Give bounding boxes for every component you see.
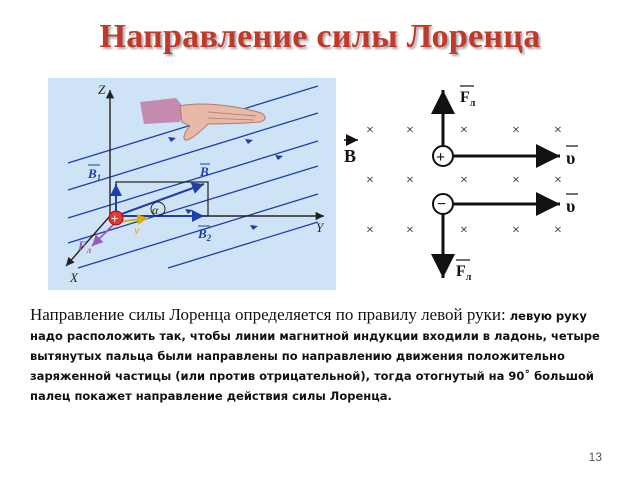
negative-sign: − (437, 196, 447, 213)
lorentz-force-label: $F_л$ (78, 238, 92, 255)
cross-mark: × (512, 223, 520, 238)
velocity-top-label: υ (566, 148, 576, 168)
velocity-bottom-label: υ (566, 196, 576, 216)
force-top-label: $F_л$ (460, 89, 476, 109)
cross-mark: × (366, 173, 374, 188)
b-label: B (200, 164, 209, 179)
charge-in-field-diagram (340, 78, 600, 290)
cross-mark: × (460, 123, 468, 138)
positive-sign: + (436, 149, 446, 166)
rule-body: левую руку надо расположить так, чтобы линии магнитной индукции входили в ладонь, четыре вытянутых пальца были направлены по направлению движения положительно заряженной частицы (или против отрицательной), тогда отогнутый на 90˚ большой палец покажет направление действия силы Лоренца. (30, 309, 600, 403)
cross-mark: × (554, 173, 562, 188)
cross-mark: × (406, 123, 414, 138)
cross-mark: × (460, 173, 468, 188)
cross-mark: × (460, 223, 468, 238)
alpha-label: α (152, 203, 159, 217)
b-field-label: B (344, 146, 357, 166)
field-crosses (366, 123, 562, 238)
page-title: Направление силы Лоренца (99, 18, 541, 55)
x-axis-label: X (70, 270, 78, 285)
cross-mark: × (554, 123, 562, 138)
b2-label: $B_2$ (198, 226, 212, 243)
rule-lead: Направление силы Лоренца определяется по правилу левой руки: (30, 305, 506, 324)
cross-mark: × (366, 123, 374, 138)
z-axis-label: Z (98, 82, 106, 97)
cross-mark: × (406, 173, 414, 188)
cross-mark: × (512, 123, 520, 138)
b1-label: $B_1$ (88, 166, 102, 183)
page-number: 13 (588, 450, 602, 464)
left-hand-rule-diagram (48, 78, 336, 290)
velocity-label: v (134, 223, 140, 237)
rule-paragraph (30, 305, 610, 406)
force-bottom-label: $F_л$ (456, 263, 472, 283)
cross-mark: × (512, 173, 520, 188)
charge-sign: + (111, 211, 119, 226)
cross-mark: × (366, 223, 374, 238)
cross-mark: × (554, 223, 562, 238)
y-axis-label: Y (316, 220, 324, 235)
cross-mark: × (406, 223, 414, 238)
